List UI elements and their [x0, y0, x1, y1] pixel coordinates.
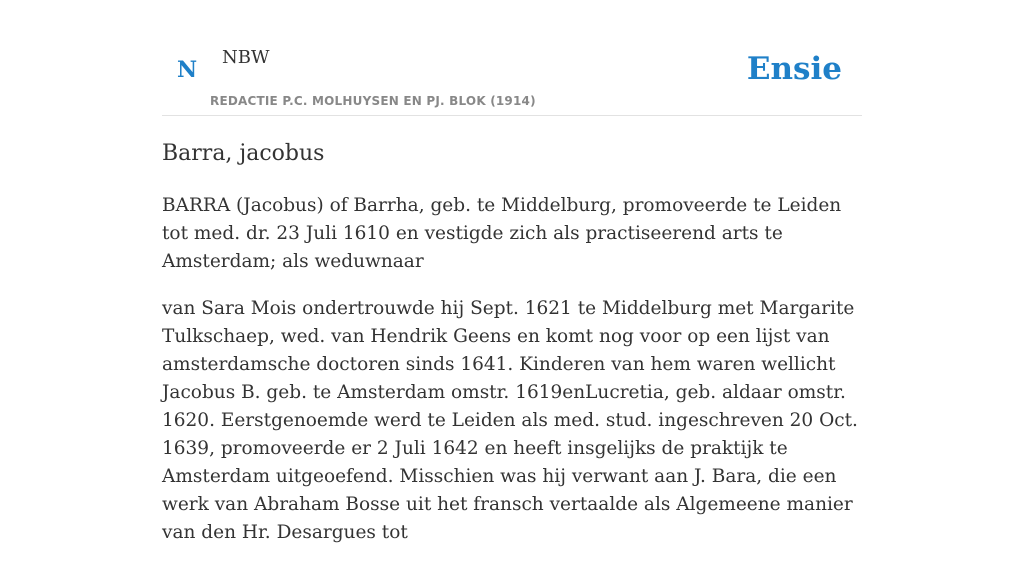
source-logo[interactable]: N: [177, 57, 198, 83]
article-title: Barra, jacobus: [162, 141, 325, 166]
source-header: [162, 0, 862, 116]
page: [162, 0, 862, 543]
source-name[interactable]: NBW: [222, 47, 270, 68]
source-subtitle: REDACTIE P.C. MOLHUYSEN EN PJ. BLOK (1914): [210, 94, 536, 108]
brand-logo[interactable]: Ensie: [746, 51, 842, 87]
article-body: [162, 192, 862, 566]
article-paragraph: van Sara Mois ondertrouwde hij Sept. 1621 te Middelburg met Margarite Tulkschaep, wed. van Hendrik Geens en komt nog voor op een lijst van amsterdamsche doctoren sinds 1641. Kinderen van hem waren wellicht Jacobus B. geb. te Amsterdam omstr. 1619enLucretia, geb. aldaar omstr. 1620. Eerstgenoemde werd te Leiden als med. stud. ingeschreven 20 Oct. 1639, promoveerde er 2 Juli 1642 en heeft insgelijks de praktijk te Amsterdam uitgeoefend. Misschien was hij verwant aan J. Bara, die een werk van Abraham Bosse uit het fransch vertaalde als Algemeene manier van den Hr. Desargues tot: [162, 298, 858, 543]
article-paragraph: BARRA (Jacobus) of Barrha, geb. te Middelburg, promoveerde te Leiden tot med. dr. 23 Juli 1610 en vestigde zich als practiseerend arts te Amsterdam; als weduwnaar: [162, 195, 842, 272]
